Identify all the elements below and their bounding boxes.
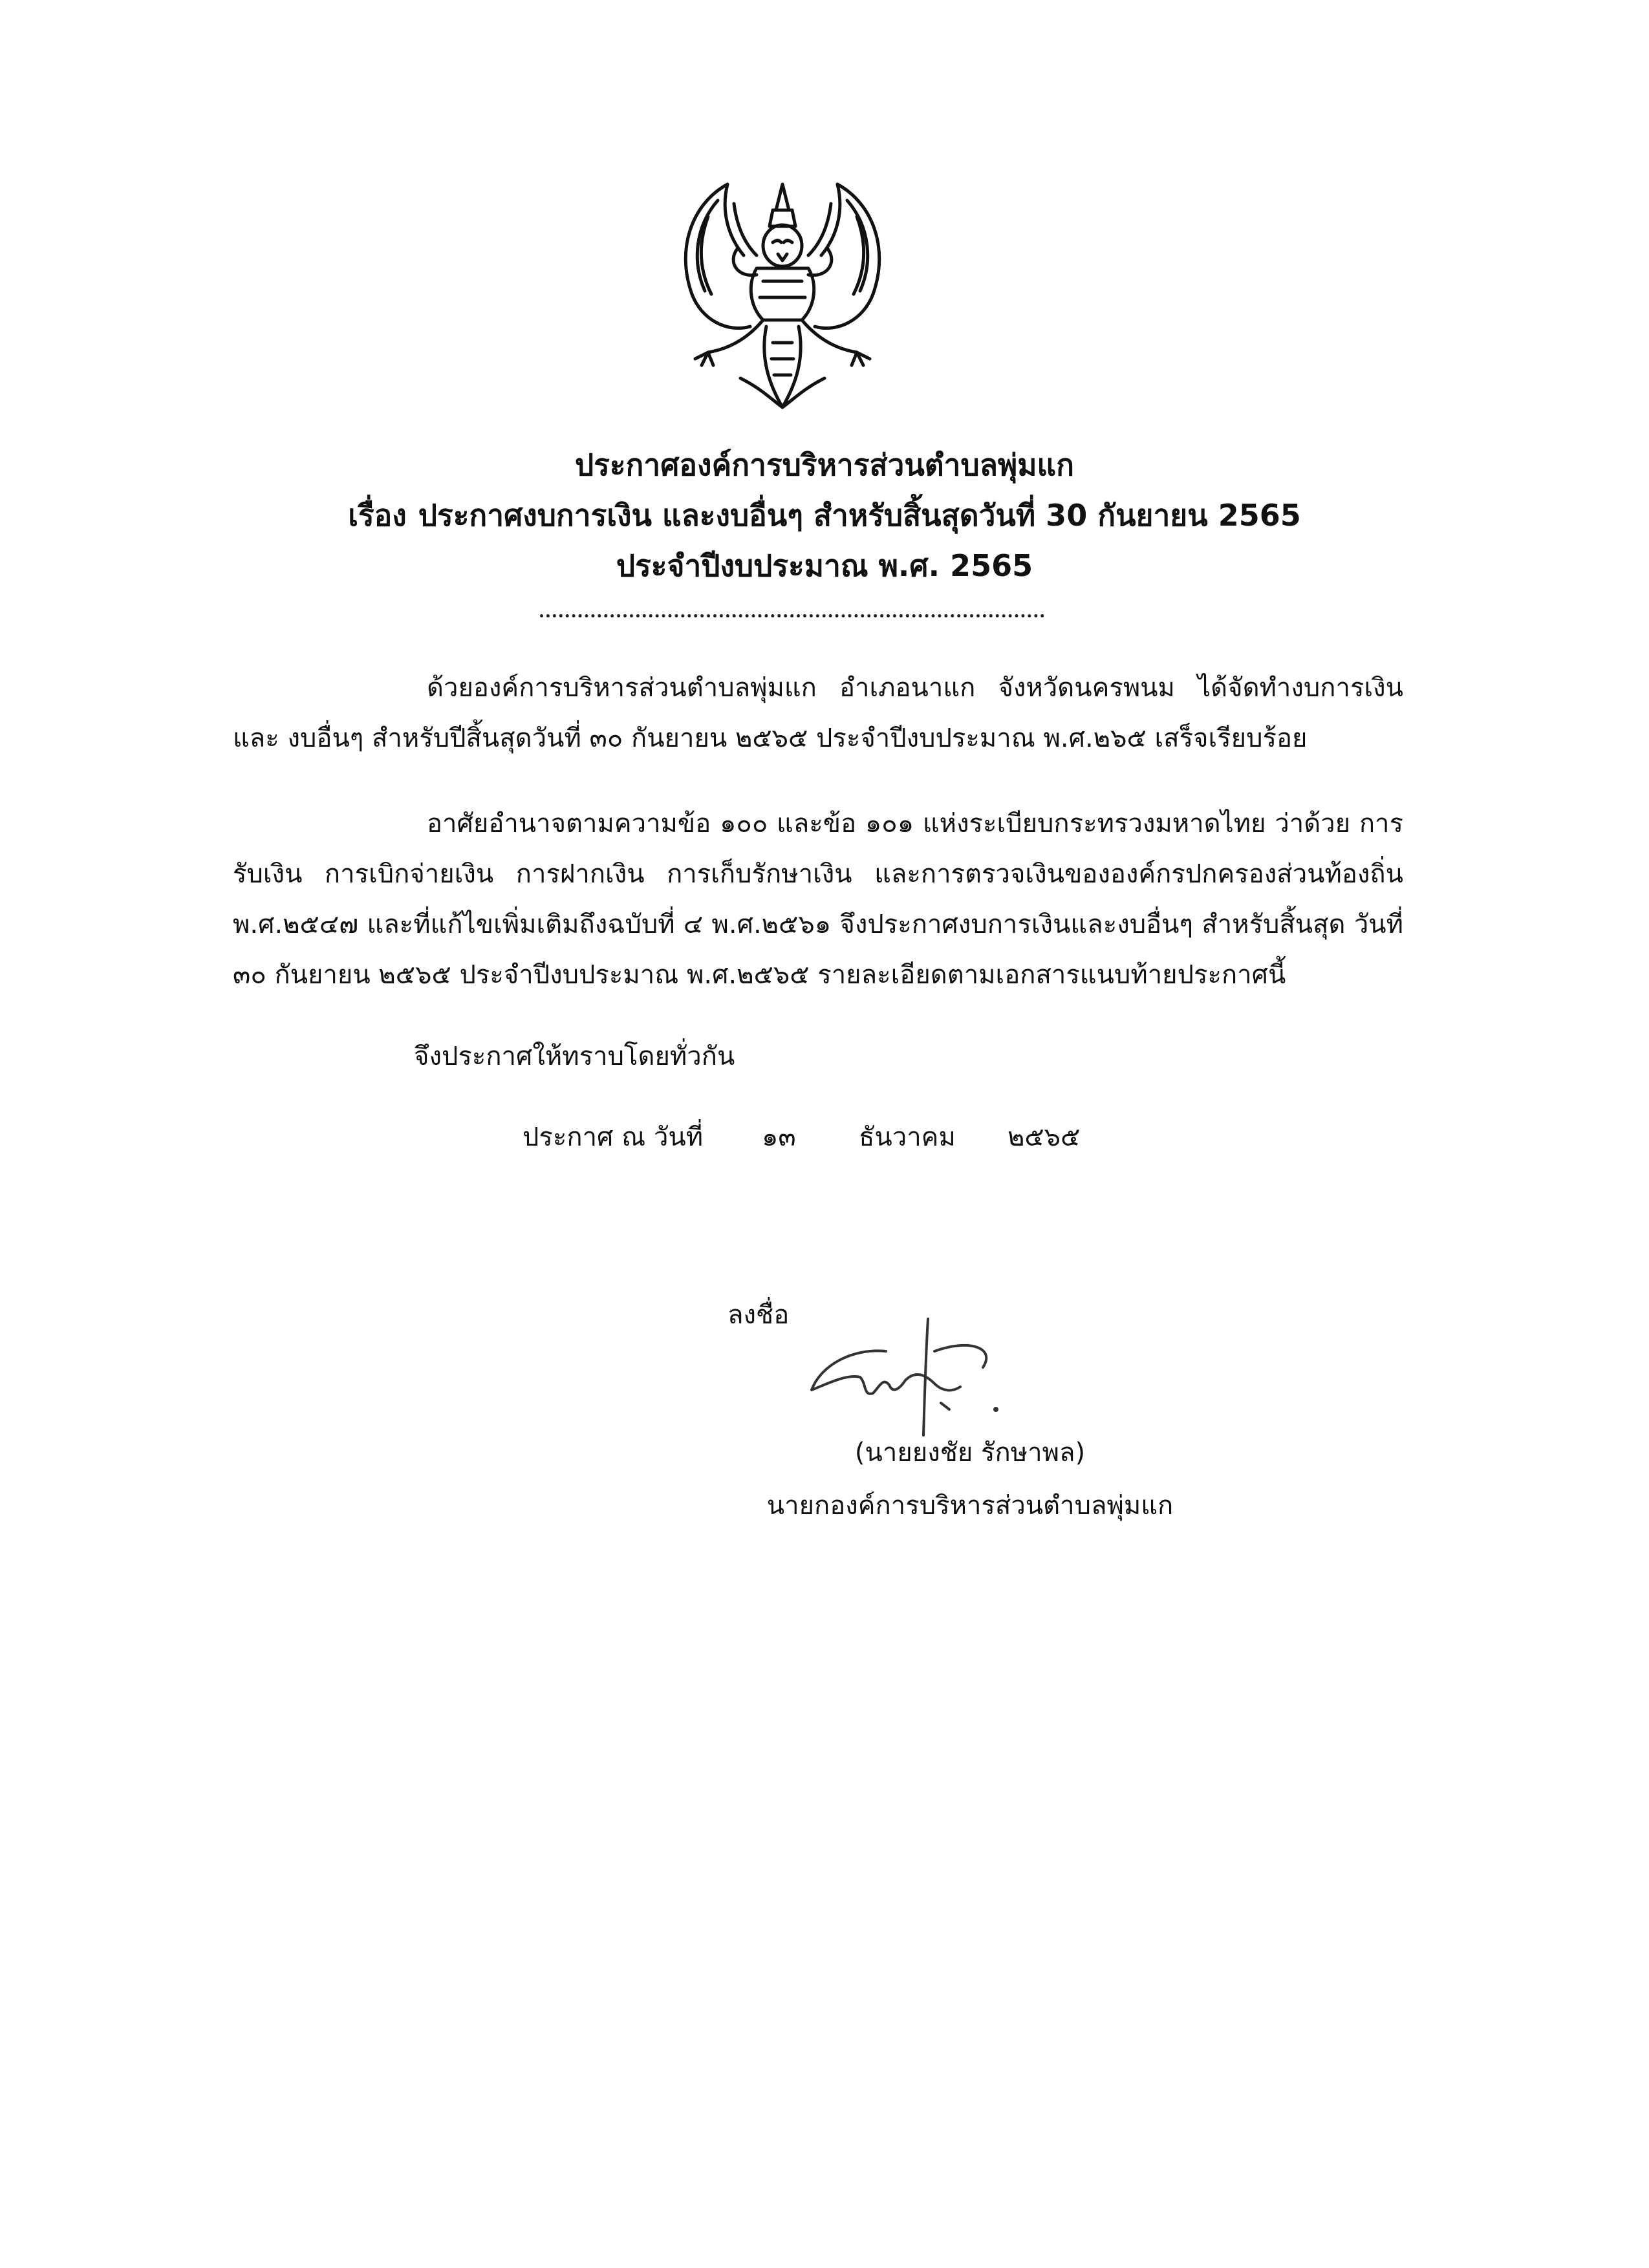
- announcement-date: [523, 1112, 1080, 1162]
- subject-text: ประกาศงบการเงิน และงบอื่นๆ สำหรับสิ้นสุดวันที่ 30 กันยายน 2565: [418, 498, 1301, 533]
- handwritten-signature-icon: [802, 1312, 1022, 1442]
- body-paragraph-1: ด้วยองค์การบริหารส่วนตำบลพุ่มแก อำเภอนาแก จังหวัดนครพนม ได้จัดทำงบการเงิน และ งบอื่นๆ สำหรับปีสิ้นสุดวันที่ ๓๐ กันยายน ๒๕๖๕ ประจำปีงบประมาณ พ.ศ.๒๖๕ เสร็จเรียบร้อย: [233, 673, 1403, 753]
- document-title: ประกาศองค์การบริหารส่วนตำบลพุ่มแก: [574, 447, 1075, 482]
- signature-label: ลงชื่อ: [727, 1300, 790, 1330]
- signer-title: นายกองค์การบริหารส่วนตำบลพุ่มแก: [766, 1491, 1174, 1521]
- title-block: [194, 440, 1455, 591]
- date-year: ๒๕๖๕: [1008, 1122, 1081, 1152]
- date-day: ๑๓: [762, 1122, 796, 1152]
- date-label: ประกาศ ณ วันที่: [523, 1122, 704, 1152]
- date-month: ธันวาคม: [859, 1122, 956, 1152]
- dotted-divider: [540, 614, 1044, 617]
- signer-name: (นายยงชัย รักษาพล): [854, 1438, 1086, 1468]
- subject-line: [194, 490, 1455, 540]
- fiscal-year-line: ประจำปีงบประมาณ พ.ศ. 2565: [616, 548, 1033, 583]
- body-paragraph-2: อาศัยอำนาจตามความข้อ ๑๐๐ และข้อ ๑๐๑ แห่งระเบียบกระทรวงมหาดไทย ว่าด้วย การรับเงิน การเบิกจ่ายเงิน การฝากเงิน การเก็บรักษาเงิน และการตรวจเงินขององค์กรปกครองส่วนท้องถิ่น พ.ศ.๒๕๔๗ และที่แก้ไขเพิ่มเติมถึงฉบับที่ ๔ พ.ศ.๒๕๖๑ จึงประกาศงบการเงินและงบอื่นๆ สำหรับสิ้นสุด วันที่ ๓๐ กันยายน ๒๕๖๕ ประจำปีงบประมาณ พ.ศ.๒๕๖๕ รายละเอียดตามเอกสารแนบท้ายประกาศนี้: [233, 809, 1403, 990]
- garuda-emblem-icon: [630, 165, 934, 423]
- subject-label: เรื่อง: [348, 498, 407, 533]
- closing-line: จึงประกาศให้ทราบโดยทั่วกัน: [414, 1042, 735, 1071]
